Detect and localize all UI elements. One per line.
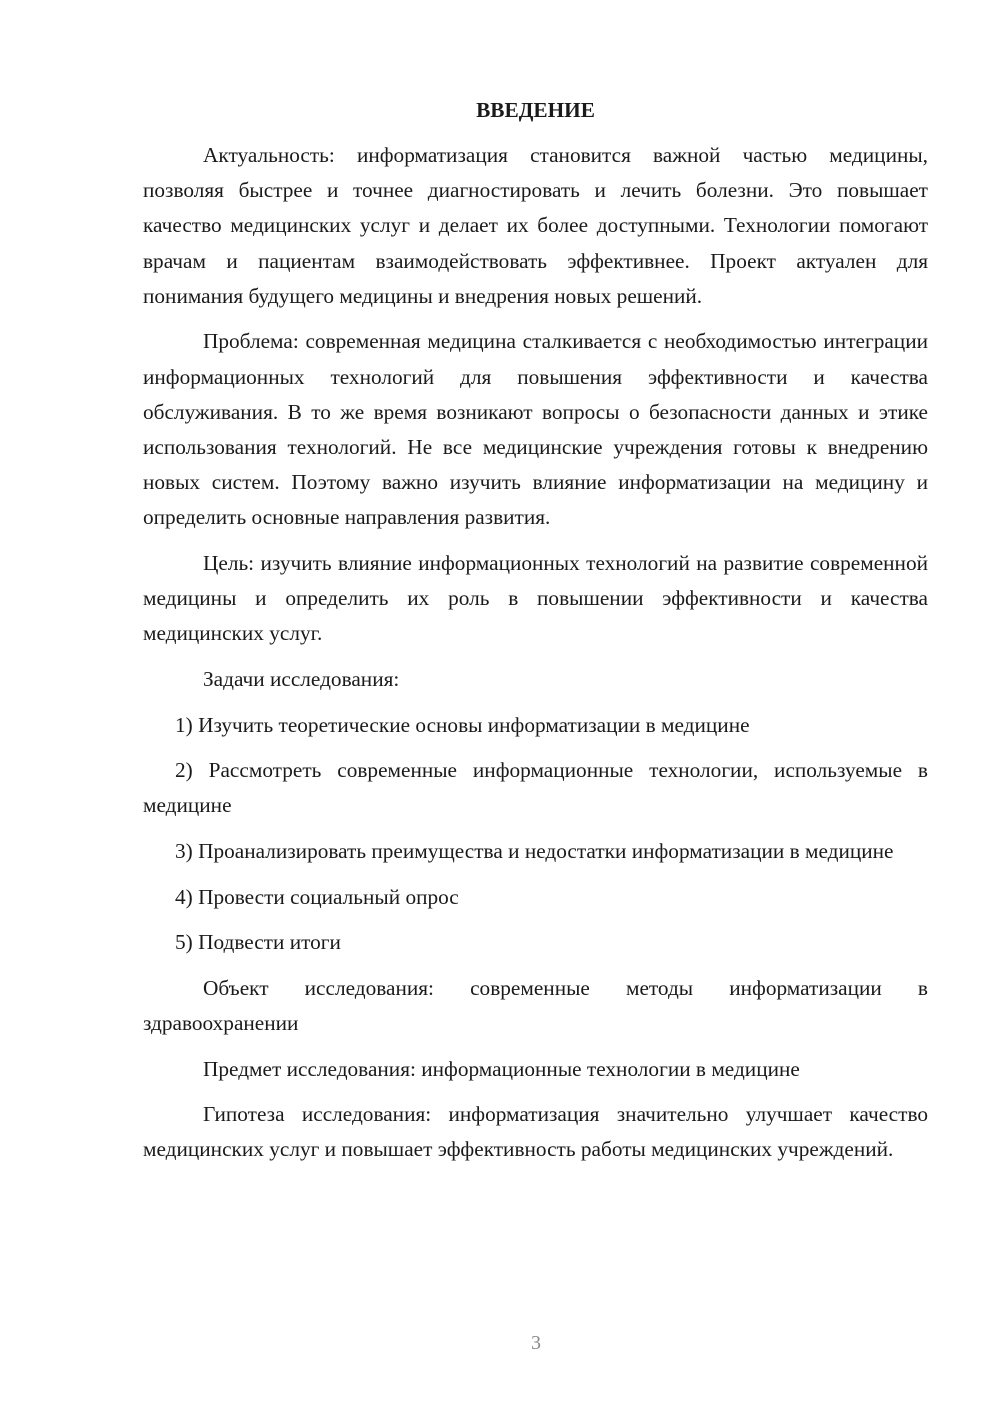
task-item: 5) Подвести итоги (175, 930, 341, 955)
page-title: ВВЕДЕНИЕ (476, 98, 595, 122)
paragraph-subject: Предмет исследования: информационные технологии в медицине (203, 1056, 800, 1081)
tasks-heading: Задачи исследования: (203, 667, 400, 692)
paragraph-object: Объект исследования: современные методы информатизации в здравоохранении (143, 975, 928, 1035)
task-item: 3) Проанализировать преимущества и недостатки информатизации в медицине (175, 839, 894, 863)
page-number: 3 (531, 1332, 541, 1354)
task-item: 2) Рассмотреть современные информационные технологии, используемые в медицине (143, 758, 928, 818)
document-page (143, 92, 928, 1178)
paragraph-relevance: Актуальность: информатизация становится важной частью медицины, позволяя быстрее и точнее диагностировать и лечить болезни. Это повышает качество медицинских услуг и делает их более доступными. Технологии помогают врачам и пациентам взаимодействовать эффективнее. Проект актуален для понимания будущего медицины и внедрения новых решений. (143, 143, 928, 308)
task-item: 1) Изучить теоретические основы информатизации в медицине (175, 712, 750, 737)
paragraph-problem: Проблема: современная медицина сталкивается с необходимостью интеграции информационных технологий для повышения эффективности и качества обслуживания. В то же время возникают вопросы о безопасности данных и этике использования технологий. Не все медицинские учреждения готовы к внедрению новых систем. Поэтому важно изучить влияние информатизации на медицину и определить основные направления развития. (143, 329, 928, 530)
paragraph-hypothesis: Гипотеза исследования: информатизация значительно улучшает качество медицинских услуг и повышает эффективность работы медицинских учреждений. (143, 1102, 928, 1162)
task-item: 4) Провести социальный опрос (175, 884, 459, 909)
paragraph-goal: Цель: изучить влияние информационных технологий на развитие современной медицины и определить их роль в повышении эффективности и качества медицинских услуг. (143, 551, 928, 646)
